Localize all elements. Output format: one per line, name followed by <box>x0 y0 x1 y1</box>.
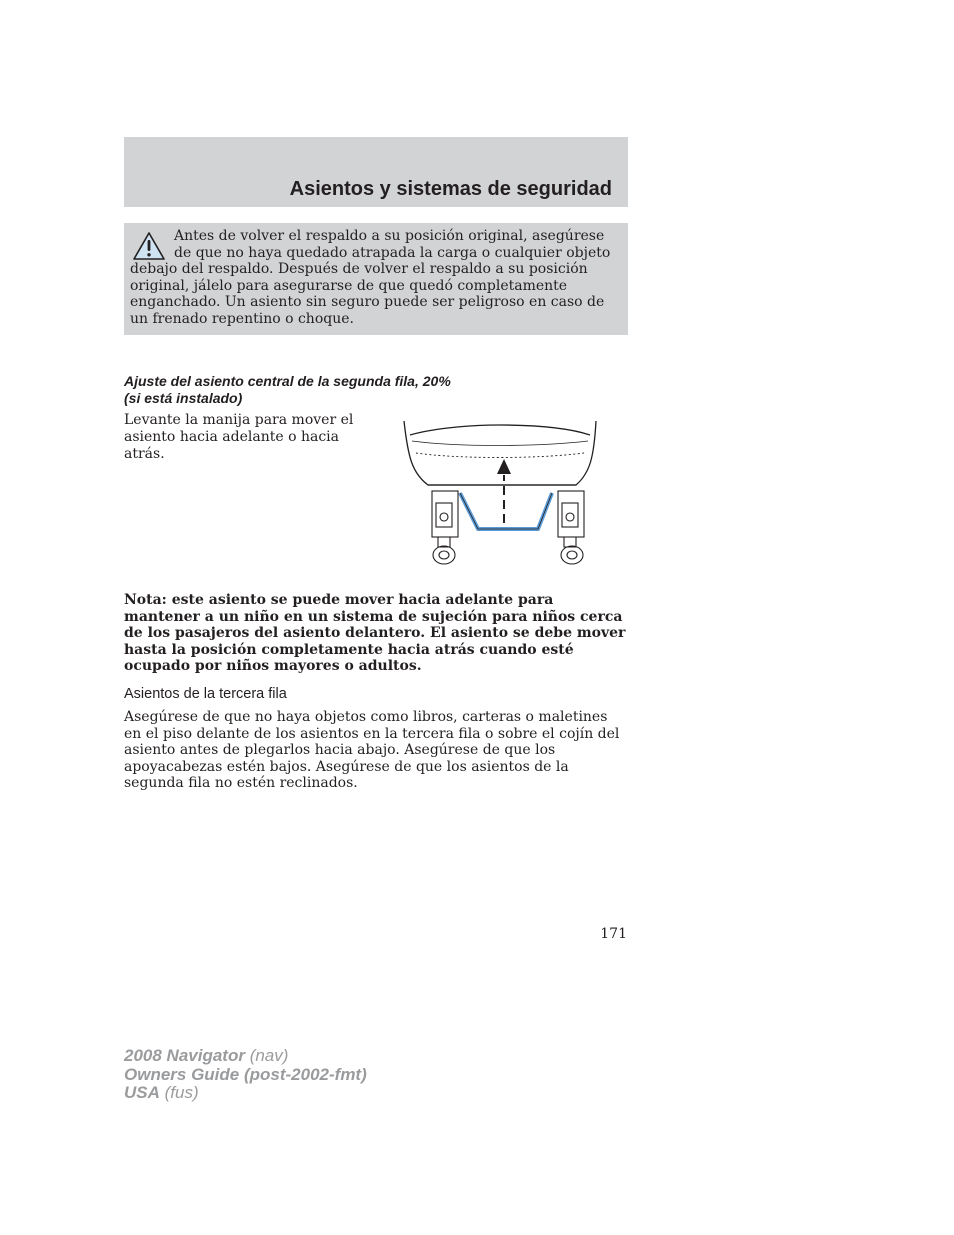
section-heading <box>124 373 544 407</box>
page-number: 171 <box>600 926 627 942</box>
release-handle <box>460 493 552 529</box>
warning-triangle-icon <box>132 231 166 261</box>
page-title: Asientos y sistemas de seguridad <box>289 178 612 200</box>
up-arrow-icon <box>497 459 511 523</box>
note-text: Nota: este asiento se puede mover hacia adelante para mantener a un niño en un sistema de sujeción para niños cerca de los pasajeros del asiento delantero. El asiento se debe mover hasta la posición completamente hacia atrás cuando esté ocupado por niños mayores o adultos. <box>124 592 626 674</box>
warning-text: Antes de volver el respaldo a su posición original, asegúrese de que no haya quedado atrapada la carga o cualquier objeto debajo del respaldo. Después de volver el respaldo a su posición original, jálelo para asegurarse de que quedó completamente enganchado. Un asiento sin seguro puede ser peligroso en caso de un frenado repentino o choque. <box>130 228 611 327</box>
warning-box <box>124 223 628 335</box>
section-heading-line1: Ajuste del asiento central de la segunda fila, 20% <box>124 373 451 389</box>
section-heading-line2: (si está instalado) <box>124 390 243 406</box>
right-seat-track <box>558 491 584 564</box>
footer-guide: Owners Guide (post-2002-fmt) <box>124 1064 367 1084</box>
footer <box>124 1047 367 1103</box>
third-row-heading: Asientos de la tercera fila <box>124 686 287 702</box>
footer-market: USA <box>124 1083 160 1102</box>
footer-line2 <box>124 1066 367 1085</box>
footer-market-code: (fus) <box>164 1083 199 1102</box>
seat-illustration <box>398 417 600 575</box>
footer-line1 <box>124 1047 367 1066</box>
footer-line3 <box>124 1084 367 1103</box>
seat-cushion <box>404 421 596 485</box>
left-seat-track <box>432 491 458 564</box>
third-row-body: Asegúrese de que no haya objetos como libros, carteras o maletines en el piso delante de los asientos en la tercera fila o sobre el cojín del asiento antes de plegarlos hacia abajo. Asegúrese de que los apoyacabezas estén bajos. Asegúrese de que los asientos de la segunda fila no estén reclinados. <box>124 709 620 792</box>
footer-model-code: (nav) <box>249 1046 289 1065</box>
intro-text: Levante la manija para mover el asiento hacia adelante o hacia atrás. <box>124 412 354 462</box>
header-band <box>124 137 628 207</box>
footer-model: 2008 Navigator <box>124 1046 245 1065</box>
